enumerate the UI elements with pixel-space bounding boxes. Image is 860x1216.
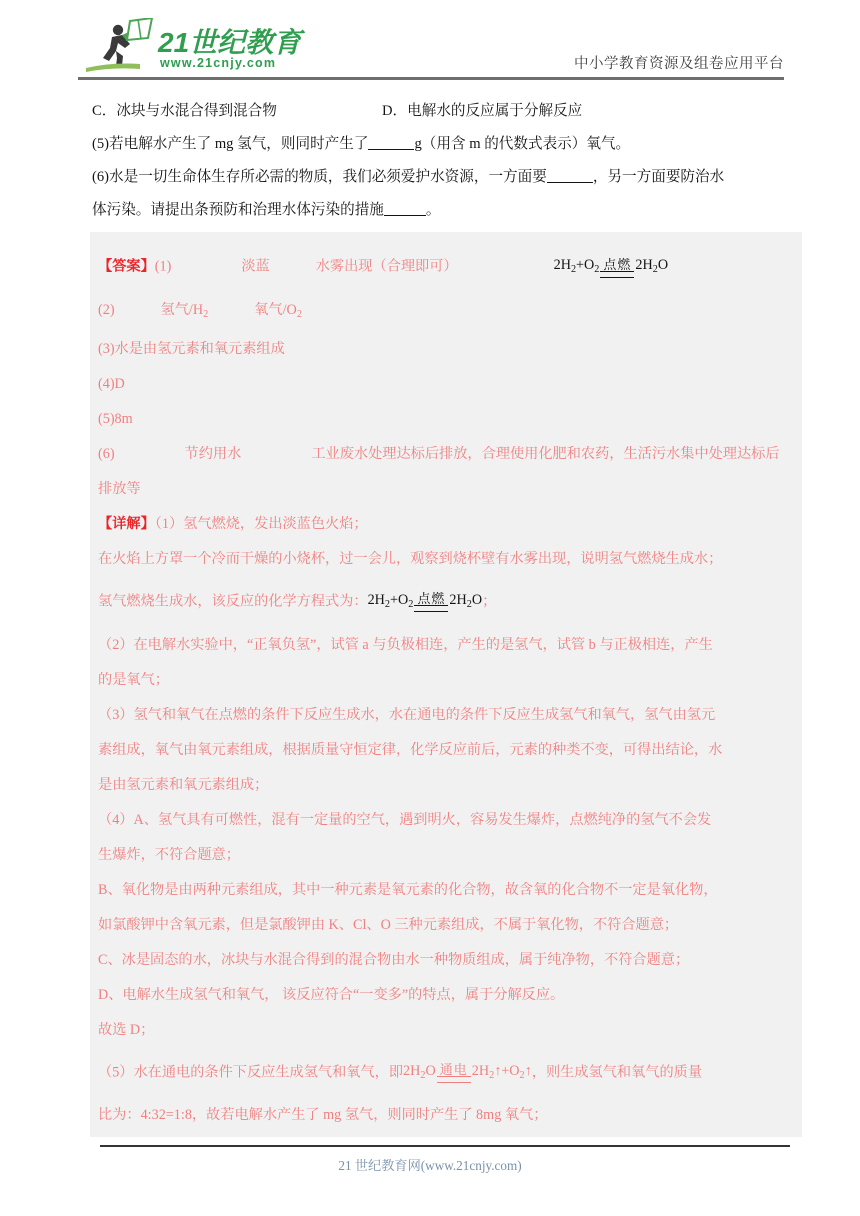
answer-2-value-2-sub: 2 [296, 308, 302, 320]
explain-3-line-2: 素组成，氧气由氧元素组成，根据质量守恒定律，化学反应前后，元素的种类不变，可得出结论，水 [98, 741, 723, 758]
question-5-text-a: (5)若电解水产生了 mg 氢气，则同时产生了 [92, 136, 369, 152]
eq2-right-1: 2H [471, 1062, 490, 1079]
eq1d-plus: +O [390, 591, 409, 608]
eq1-right-tail: O [657, 257, 669, 273]
eq2-plus-sub: 2 [519, 1069, 525, 1081]
eq1-left: 2H [553, 257, 571, 273]
eq1-condition-label: 点燃 [603, 256, 632, 272]
question-6-blank-1[interactable] [547, 168, 593, 183]
explain-5-line-1 [98, 1048, 788, 1099]
option-c: C．冰块与水混合得到混合物 [92, 103, 277, 119]
eq1d-condition [414, 588, 448, 612]
answer-line-6-cont: 排放等 [98, 480, 141, 497]
eq1-left-sub: 2 [570, 263, 577, 275]
logo-url: www.21cnjy.com [160, 56, 277, 70]
answer-line-1 [98, 242, 788, 293]
explain-line-1 [98, 507, 788, 542]
explain-4-a-line-1: （4）A、氢气具有可燃性，混有一定量的空气，遇到明火，容易发生爆炸，点燃纯净的氢气不会发 [98, 811, 712, 828]
answer-1-value-1: 淡蓝 [241, 258, 270, 275]
explain-line-2: 在火焰上方罩一个冷而干燥的小烧杯，过一会儿，观察到烧杯壁有水雾出现，说明氢气燃烧生成水； [98, 550, 723, 567]
eq1-right-sub: 2 [652, 263, 658, 275]
answer-line-5: (5)8m [98, 410, 133, 427]
eq1-right: 2H [635, 257, 653, 273]
explain-1-eq-tail: ； [482, 593, 497, 610]
answer-line-4: (4)D [98, 375, 125, 392]
question-6-blank-2[interactable] [384, 201, 426, 216]
site-logo [78, 18, 318, 76]
explain-4-b-line-2: 如氯酸钾中含氧元素，但是氯酸钾由 K、Cl、O 三种元素组成，不属于氧化物，不符合题意； [98, 916, 679, 933]
answer-1-value-2: 水雾出现（合理即可） [315, 258, 458, 275]
question-6-text-a: (6)水是一切生命体生存所必需的物质，我们必须爱护水资源，一方面要 [92, 169, 547, 185]
explain-4-choice: 故选 D； [98, 1021, 155, 1038]
explain-3-line-1: （3）氢气和氧气在点燃的条件下反应生成水，水在通电的条件下反应生成氢气和氧气，氢气由氢元 [98, 706, 716, 723]
eq1-double-rule [600, 271, 634, 278]
eq1d-left-sub: 2 [384, 598, 391, 610]
answer-2-value-2: 氧气/O [254, 301, 297, 318]
explain-1-eq-text: 氢气燃烧生成水，该反应的化学方程式为： [98, 593, 368, 610]
eq1d-right-sub: 2 [466, 598, 472, 610]
header-divider [78, 77, 784, 80]
eq2-plus: +O [501, 1062, 520, 1079]
eq1d-plus-sub: 2 [408, 598, 414, 610]
footer-text: 21 世纪教育网(www.21cnjy.com) [338, 1158, 522, 1173]
eq2-arrow-up-2: ↑ [524, 1062, 532, 1079]
eq2-right-1-sub: 2 [489, 1069, 495, 1081]
equation-water-electrolysis [403, 1048, 532, 1099]
answer-1-number: (1) [154, 258, 172, 275]
answer-content [98, 242, 788, 1133]
eq2-left-sub: 2 [420, 1069, 426, 1081]
explain-2-line-2: 的是氧气； [98, 671, 169, 688]
eq1d-right-tail: O [471, 591, 483, 608]
question-5-blank[interactable] [368, 135, 414, 150]
equation-hydrogen-combustion [554, 242, 669, 293]
eq1-plus-sub: 2 [594, 263, 600, 275]
explain-tag: 【详解】 [98, 515, 155, 532]
eq1d-right: 2H [449, 591, 467, 608]
equation-hydrogen-combustion-detail [368, 577, 483, 628]
logo-wordmark: 21世纪教育 [158, 27, 302, 58]
explain-3-line-3: 是由氢元素和氧元素组成； [98, 776, 269, 793]
eq1d-double-rule [414, 605, 448, 612]
eq1d-left: 2H [367, 591, 385, 608]
eq2-left-tail: O [425, 1062, 436, 1079]
header-tagline: 中小学教育资源及组卷应用平台 [574, 56, 784, 72]
explain-line-3 [98, 577, 788, 628]
question-5-text-b: g（用含 m 的代数式表示）氧气。 [414, 136, 631, 152]
runner-icon [86, 18, 152, 72]
footer-divider [100, 1145, 790, 1147]
answer-6-value-1: 节约用水 [184, 445, 242, 462]
question-6-text-d: 。 [425, 202, 441, 218]
answer-line-3: (3)水是由氢元素和氧元素组成 [98, 340, 285, 357]
explain-5-line-2: 比为：4:32=1:8，故若电解水产生了 mg 氢气，则同时产生了 8mg 氧气； [98, 1107, 548, 1124]
answer-panel [90, 232, 802, 1137]
page-header [78, 14, 784, 80]
question-6-line-1 [92, 161, 792, 194]
question-5 [92, 128, 792, 161]
explain-5-text-b: ，则生成氢气和氧气的质量 [531, 1064, 703, 1081]
answer-line-6 [98, 437, 788, 472]
explain-4-c: C、冰是固态的水，冰块与水混合得到的混合物由水一种物质组成，属于纯净物，不符合题意； [98, 951, 690, 968]
explain-4-b-line-1: B、氧化物是由两种元素组成，其中一种元素是氧元素的化合物，故含氧的化合物不一定是氧化物， [98, 881, 718, 898]
answer-line-2 [98, 293, 788, 332]
explain-4-a-line-2: 生爆炸，不符合题意； [98, 846, 240, 863]
answer-2-value-1-sub: 2 [203, 308, 209, 320]
answer-6-value-2: 工业废水处理达标后排放，合理使用化肥和农药，生活污水集中处理达标后 [311, 445, 780, 462]
eq2-arrow-up-1: ↑ [494, 1062, 502, 1079]
explain-2-line-1: （2）在电解水实验中，“正氧负氢”，试管 a 与负极相连，产生的是氢气，试管 b 与正极相连，产生 [98, 636, 713, 653]
question-6-text-c: 体污染。请提出条预防和治理水体污染的措施 [92, 202, 384, 218]
explain-4-d: D、电解水生成氢气和氧气， 该反应符合“一变多”的特点，属于分解反应。 [98, 986, 565, 1003]
eq1-plus: +O [576, 257, 595, 273]
answer-6-number: (6) [98, 445, 115, 462]
question-6-line-2 [92, 194, 792, 227]
answer-2-value-1: 氢气/H [160, 301, 204, 318]
eq2-left: 2H [403, 1062, 421, 1079]
option-d: D．电解水的反应属于分解反应 [382, 103, 583, 119]
answer-tag: 【答案】 [98, 258, 155, 275]
question-block [92, 95, 792, 227]
eq1-condition [600, 254, 634, 278]
eq2-double-rule [437, 1076, 471, 1083]
answer-2-number: (2) [98, 301, 115, 318]
explain-1-head: （1）氢气燃烧，发出淡蓝色火焰； [154, 515, 368, 532]
explain-5-text-a: （5）水在通电的条件下反应生成氢气和氧气，即 [98, 1064, 404, 1081]
eq2-condition [437, 1059, 471, 1083]
question-6-text-b: ，另一方面要防治水 [592, 169, 725, 185]
question-options-row [92, 95, 792, 128]
eq1d-condition-label: 点燃 [417, 591, 446, 607]
eq2-condition-label: 通电 [439, 1062, 468, 1078]
